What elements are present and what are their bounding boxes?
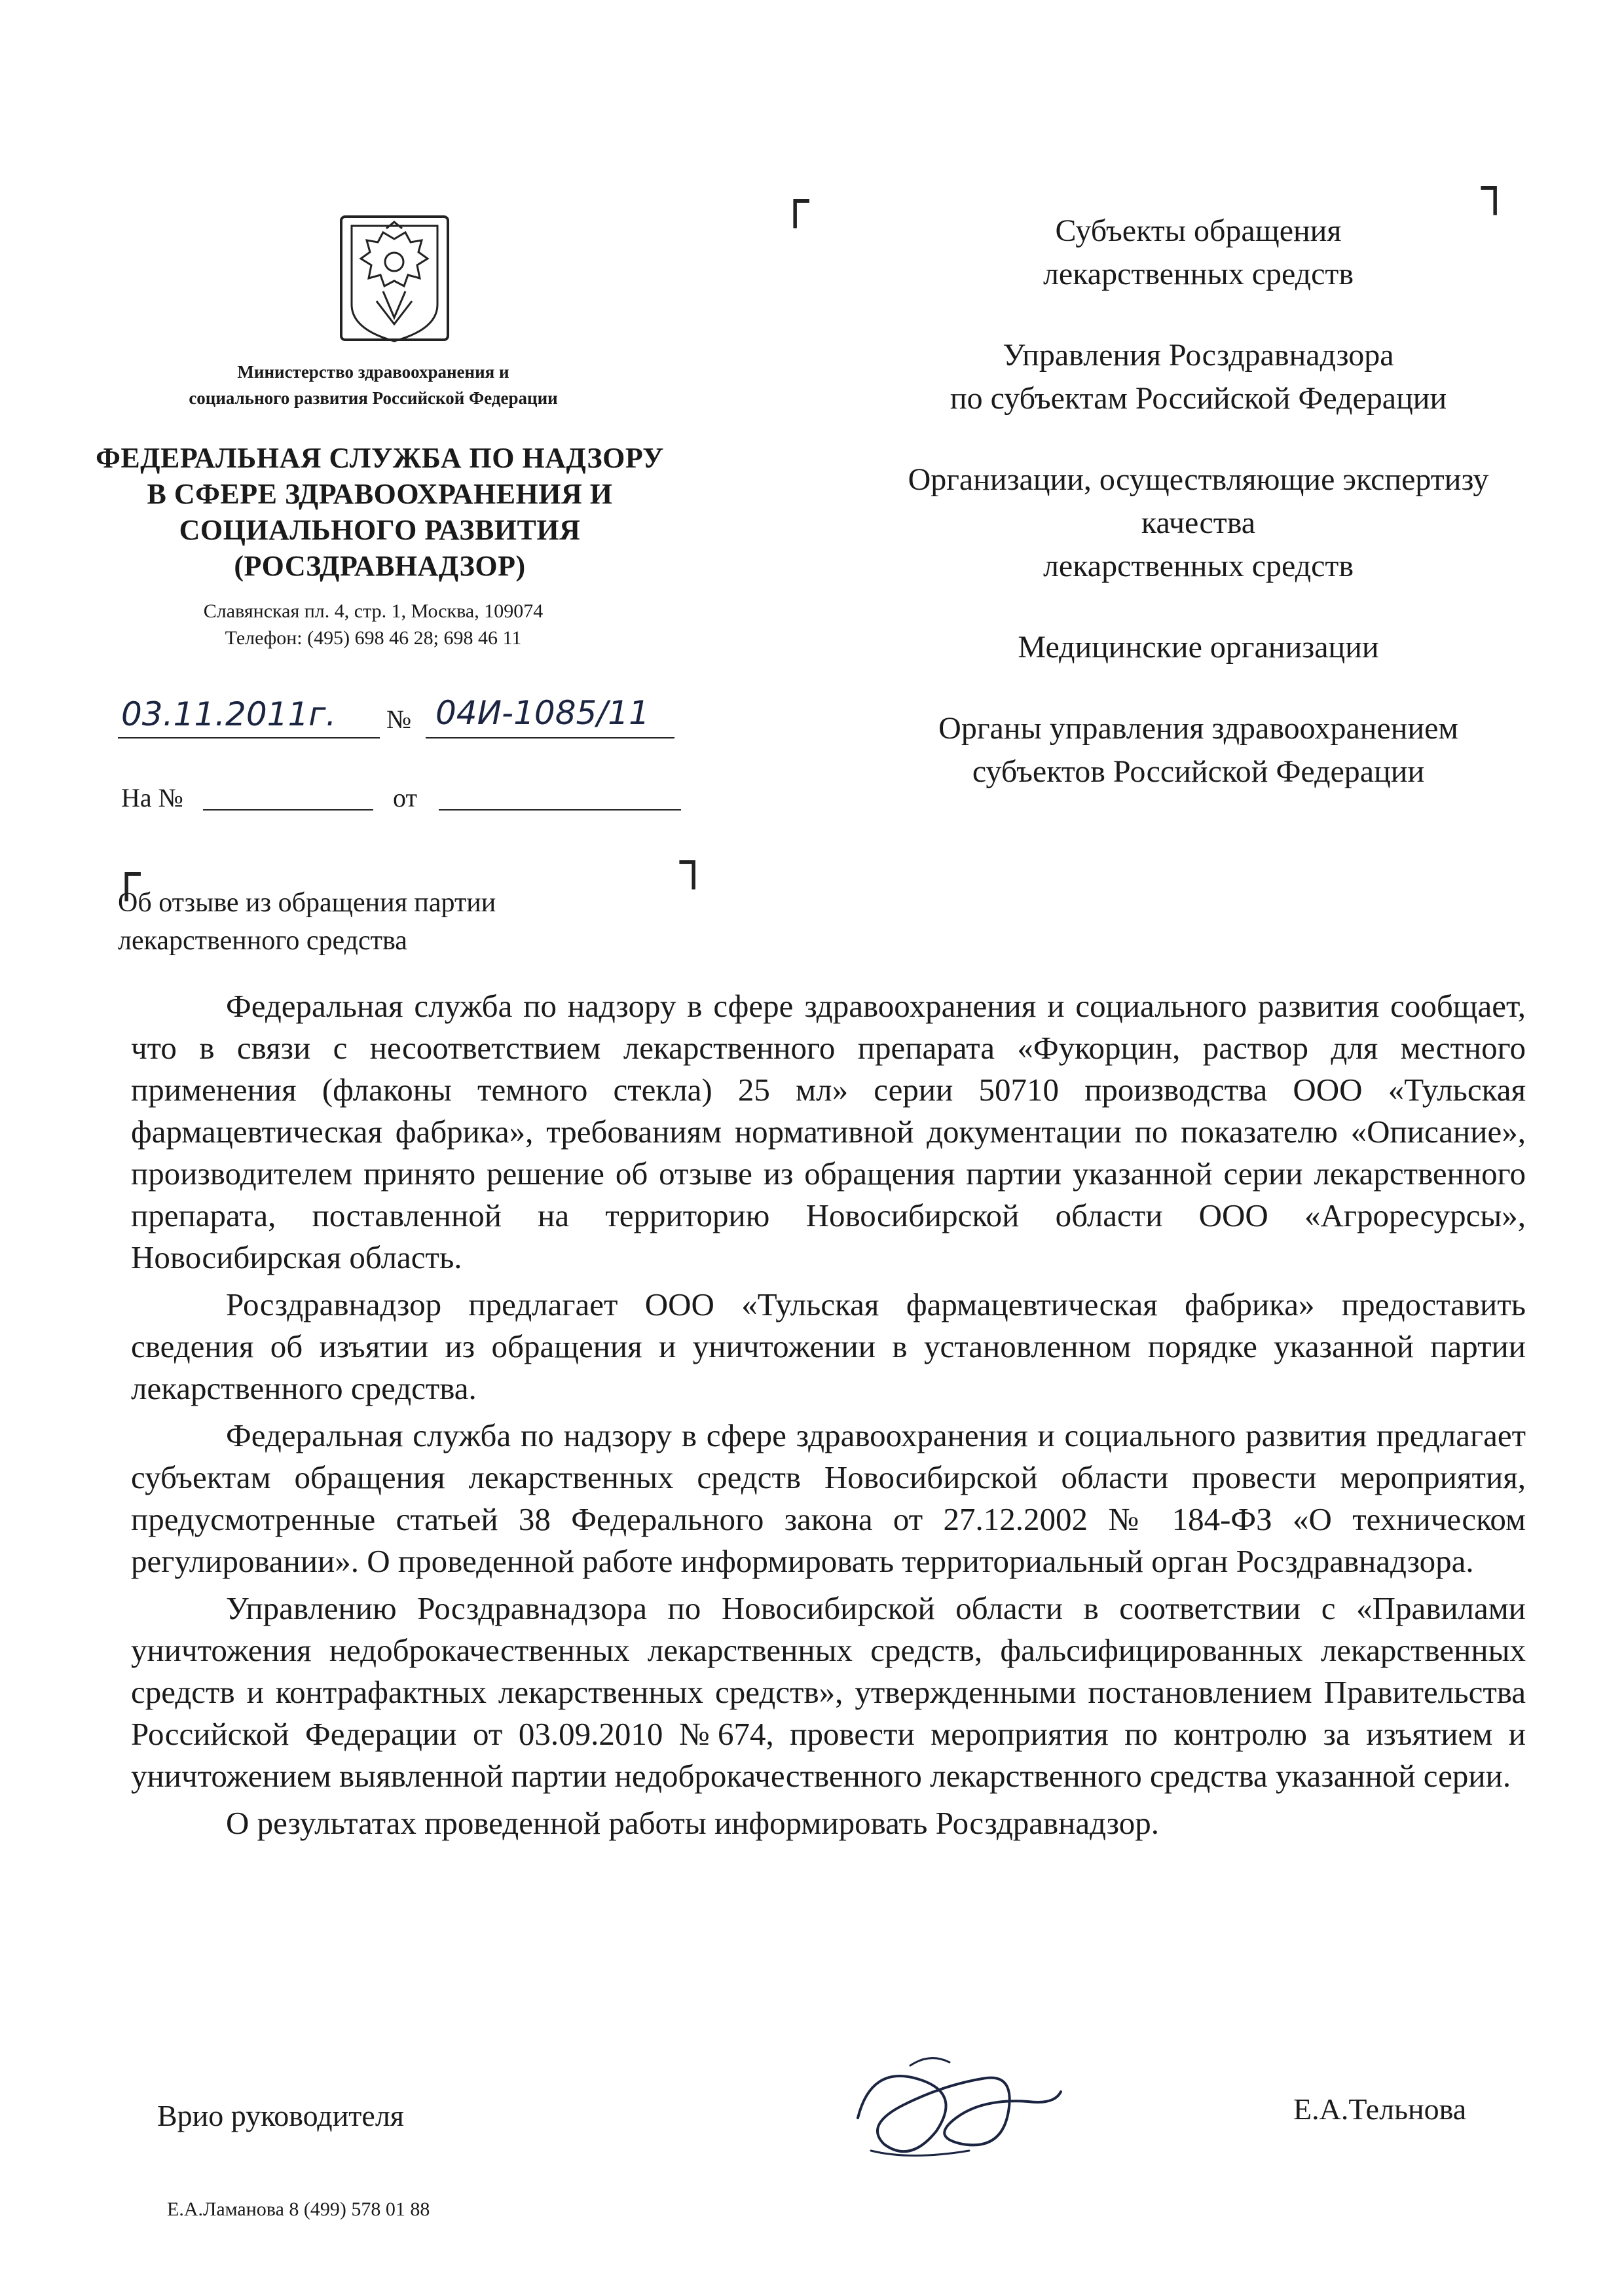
addressee — [838, 210, 1559, 296]
service-address — [118, 598, 629, 651]
service-line: (РОСЗДРАВНАДЗОР) — [234, 550, 526, 582]
number-label: № — [386, 704, 412, 734]
letter-body — [131, 985, 1526, 1850]
addressee-line: Управления Росздравнадзора — [1003, 338, 1394, 373]
letter-subject — [118, 884, 707, 960]
service-name — [65, 440, 694, 584]
addressee-line: качества — [1141, 505, 1256, 540]
date-underline — [118, 737, 380, 738]
addressee — [838, 334, 1559, 420]
service-line: ФЕДЕРАЛЬНАЯ СЛУЖБА ПО НАДЗОРУ — [96, 442, 664, 474]
addressee-line: Медицинские организации — [1018, 630, 1379, 665]
addressee-line: Организации, осуществляющие экспертизу — [908, 462, 1489, 497]
addressee-line: Органы управления здравоохранением — [938, 711, 1458, 746]
corner-bracket-left: ┌ — [113, 847, 141, 901]
ministry-line: социального развития Российской Федерации — [189, 388, 558, 408]
addressee-line: субъектов Российской Федерации — [972, 754, 1425, 789]
handwritten-signature-icon — [832, 2039, 1067, 2170]
subject-line: Об отзыве из обращения партии — [118, 888, 496, 918]
addressee-line: лекарственных средств — [1043, 549, 1354, 583]
addressee-line: лекарственных средств — [1043, 257, 1354, 291]
body-paragraph: Управлению Росздравнадзора по Новосибирской области в соответствии с «Правилами уничтожения недоброкачественных лекарственных средств, фальсифицированных лекарственных средств и контрафактных лекарственных средств», утвержденными постановлением Правительства Российской Федерации от 03.09.2010 №674, провести мероприятия по контролю за изъятием и уничтожением выявленной партии недоброкачественного лекарственного средства указанной серии. — [131, 1590, 1526, 1794]
addressee — [838, 626, 1559, 669]
document-number: 04И-1085/11 — [435, 694, 650, 732]
document-date: 03.11.2011г. — [121, 695, 337, 733]
signatory-name: Е.А.Тельнова — [1293, 2092, 1467, 2126]
body-paragraph: Федеральная служба по надзору в сфере здравоохранения и социального развития предлагает субъектам обращения лекарственных средств Новосибирской области провести мероприятия, предусмотренные статьей 38 Федерального закона от 27.12.2002 № 184-ФЗ «О техническом регулировании». О проведенной работе информировать территориальный орган Росздравнадзора. — [131, 1417, 1526, 1579]
addressee-line: по субъектам Российской Федерации — [950, 381, 1447, 416]
ministry-name — [118, 359, 629, 411]
address-line: Телефон: (495) 698 46 28; 698 46 11 — [225, 627, 522, 649]
russian-coat-of-arms-icon — [337, 213, 452, 347]
body-paragraph: О результатах проведенной работы информировать Росздравнадзор. — [226, 1805, 1159, 1841]
from-label: от — [393, 783, 417, 812]
addressee — [838, 707, 1559, 793]
ministry-line: Министерство здравоохранения и — [237, 362, 509, 382]
reply-label: На № — [121, 783, 183, 812]
subject-line: лекарственного средства — [118, 926, 407, 956]
body-paragraph: Росздравнадзор предлагает ООО «Тульская фармацевтическая фабрика» предоставить сведения об изъятии из обращения и уничтожении в установленном порядке указанной партии лекарственного средства. — [131, 1286, 1526, 1406]
address-line: Славянская пл. 4, стр. 1, Москва, 109074 — [203, 600, 544, 622]
corner-bracket-left: ┌ — [781, 174, 809, 228]
addressee — [838, 458, 1559, 588]
executor-contact: Е.А.Ламанова 8 (499) 578 01 88 — [167, 2198, 430, 2220]
number-underline — [426, 737, 674, 738]
addressee-list — [838, 210, 1559, 831]
signatory-title: Врио руководителя — [157, 2099, 404, 2132]
service-line: СОЦИАЛЬНОГО РАЗВИТИЯ — [179, 514, 581, 546]
corner-bracket-right: ┐ — [1481, 161, 1509, 215]
reply-underline — [203, 809, 373, 811]
body-paragraph: Федеральная служба по надзору в сфере здравоохранения и социального развития сообщает, что в связи с несоответствием лекарственного препарата «Фукорцин, раствор для местного применения (флаконы темного стекла) 25 мл» серии 50710 производства ООО «Тульская фармацевтическая фабрика», требованиям нормативной документации по показателю «Описание», производителем принято решение об отзыве из обращения партии указанной серии лекарственного препарата, поставленной на территорию Новосибирской области ООО «Агроресурсы», Новосибирская область. — [131, 988, 1526, 1275]
corner-bracket-right: ┐ — [680, 835, 708, 889]
addressee-line: Субъекты обращения — [1055, 213, 1342, 248]
from-underline — [439, 809, 681, 811]
service-line: В СФЕРЕ ЗДРАВООХРАНЕНИЯ И — [147, 478, 613, 510]
